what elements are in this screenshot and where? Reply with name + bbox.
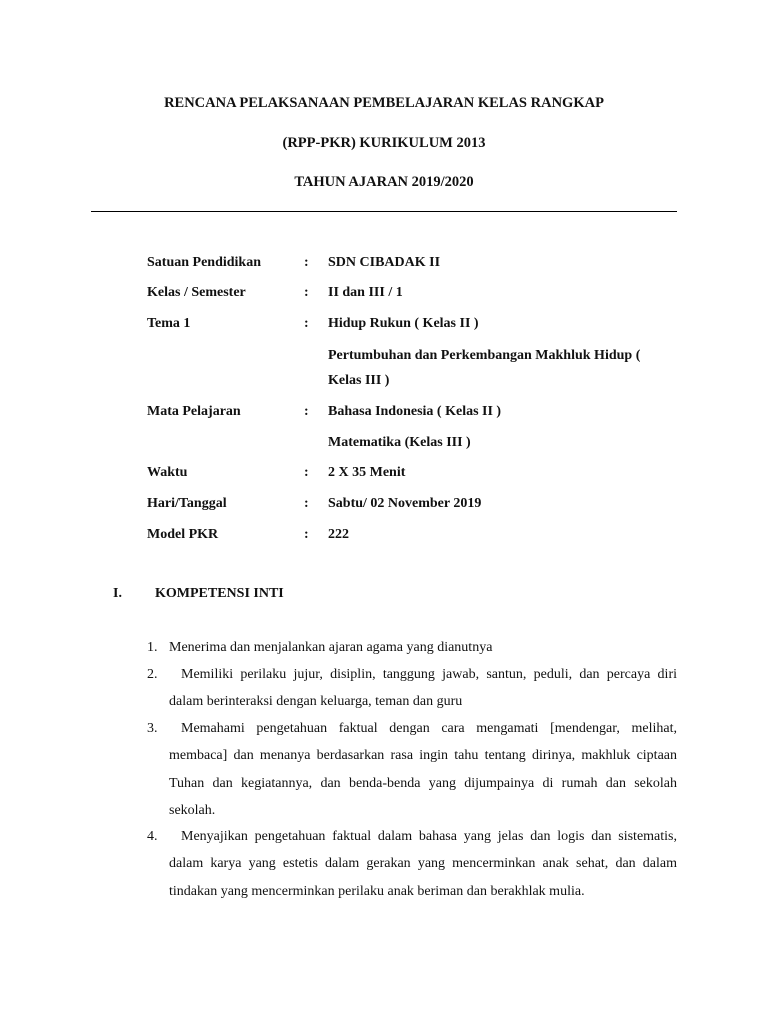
identity-value: Matematika (Kelas III ) <box>328 435 471 450</box>
academic-year: TAHUN AJARAN 2019/2020 <box>294 174 474 190</box>
identity-separator: : <box>304 465 309 480</box>
identity-separator: : <box>304 496 309 511</box>
list-item-text: Memiliki perilaku jujur, disiplin, tanggung jawab, santun, peduli, dan percaya diri dalam berinteraksi dengan keluarga, teman dan guru <box>169 667 677 710</box>
list-item-text: Menerima dan menjalankan ajaran agama yang dianutnya <box>169 640 493 655</box>
identity-separator: : <box>304 255 309 270</box>
list-item-number: 3. <box>147 721 158 736</box>
identity-value: 2 X 35 Menit <box>328 465 406 480</box>
identity-value: 222 <box>328 527 349 542</box>
identity-label: Hari/Tanggal <box>147 496 227 511</box>
list-item-text: Menyajikan pengetahuan faktual dalam bahasa yang jelas dan logis dan sistematis, dalam karya yang estetis dalam gerakan yang mencerminkan anak sehat, dan dalam tindakan yang mencerminkan perilaku anak beriman dan berakhlak mulia. <box>169 829 677 899</box>
list-item-number: 4. <box>147 829 158 844</box>
document-subtitle: (RPP-PKR) KURIKULUM 2013 <box>282 135 486 151</box>
identity-separator: : <box>304 285 309 300</box>
identity-value: II dan III / 1 <box>328 285 403 300</box>
identity-label: Mata Pelajaran <box>147 404 241 419</box>
identity-value: Kelas III ) <box>328 373 390 388</box>
section-heading: KOMPETENSI INTI <box>155 586 284 601</box>
identity-label: Tema 1 <box>147 316 191 331</box>
list-item-number: 1. <box>147 640 158 655</box>
list-item-text: Memahami pengetahuan faktual dengan cara mengamati [mendengar, melihat, membaca] dan menanya berdasarkan rasa ingin tahu tentang dirinya, makhluk ciptaan Tuhan dan kegiatannya, dan benda-benda yang dijumpainya di rumah dan sekolah sekolah. <box>169 721 677 818</box>
identity-label: Model PKR <box>147 527 219 542</box>
list-item-number: 2. <box>147 667 158 682</box>
identity-value: Bahasa Indonesia ( Kelas II ) <box>328 404 502 419</box>
identity-separator: : <box>304 316 309 331</box>
identity-value: Pertumbuhan dan Perkembangan Makhluk Hidup ( <box>328 348 641 363</box>
identity-separator: : <box>304 404 309 419</box>
identity-value: Hidup Rukun ( Kelas II ) <box>328 316 479 331</box>
identity-value: SDN CIBADAK II <box>328 255 441 270</box>
identity-separator: : <box>304 527 309 542</box>
identity-label: Waktu <box>147 465 188 480</box>
identity-label: Satuan Pendidikan <box>147 255 261 270</box>
document-title: RENCANA PELAKSANAAN PEMBELAJARAN KELAS RANGKAP <box>164 95 604 111</box>
header-divider <box>91 211 677 212</box>
section-number: I. <box>113 586 122 601</box>
identity-label: Kelas / Semester <box>147 285 246 300</box>
identity-value: Sabtu/ 02 November 2019 <box>328 496 482 511</box>
